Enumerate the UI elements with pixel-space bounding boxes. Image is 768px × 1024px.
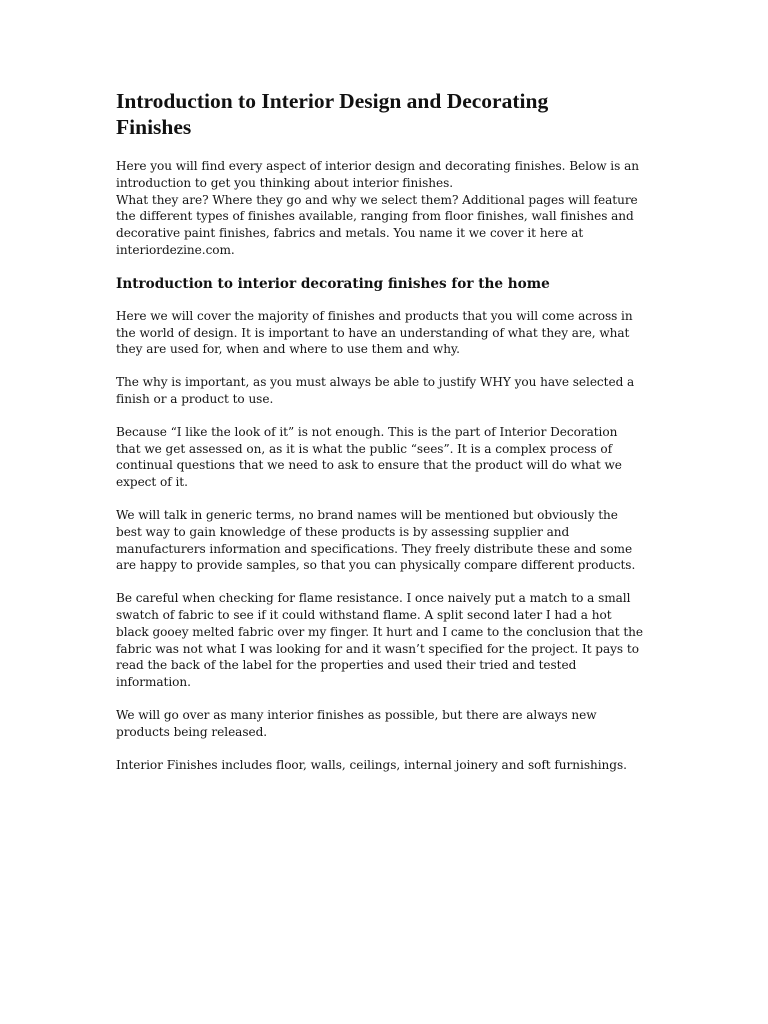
- paragraph-line: swatch of fabric to see if it could withstand flame. A split second later I had a hot: [116, 607, 612, 622]
- paragraph-line: expect of it.: [116, 475, 188, 490]
- paragraph-line: Because “I like the look of it” is not enough. This is the part of Interior Decoration: [116, 424, 618, 439]
- paragraph-line: We will go over as many interior finishes as possible, but there are always new: [116, 707, 597, 722]
- paragraph-line: Be careful when checking for flame resistance. I once naively put a match to a small: [116, 591, 631, 606]
- paragraph-line: they are used for, when and where to use them and why.: [116, 342, 460, 357]
- intro-line: the different types of finishes available, ranging from floor finishes, wall finishes and: [116, 209, 634, 224]
- paragraph-line: continual questions that we need to ask to ensure that the product will do what we: [116, 458, 622, 473]
- body-paragraph-3: [116, 424, 652, 491]
- body-paragraph-4: [116, 507, 652, 574]
- intro-line: decorative paint finishes, fabrics and metals. You name it we cover it here at: [116, 226, 584, 241]
- paragraph-line: The why is important, as you must always be able to justify WHY you have selected a: [116, 375, 635, 390]
- body-paragraph-2: [116, 374, 652, 408]
- intro-line: interiordezine.com.: [116, 242, 235, 257]
- paragraph-line: We will talk in generic terms, no brand names will be mentioned but obviously the: [116, 507, 618, 522]
- paragraph-line: Interior Finishes includes floor, walls, ceilings, internal joinery and soft furnishings.: [116, 757, 627, 772]
- intro-line: Here you will find every aspect of interior design and decorating finishes. Below is an: [116, 159, 639, 173]
- paragraph-line: best way to gain knowledge of these products is by assessing supplier and: [116, 524, 570, 539]
- intro-line: introduction to get you thinking about interior finishes.: [116, 175, 454, 190]
- paragraph-line: the world of design. It is important to have an understanding of what they are, what: [116, 325, 630, 340]
- intro-paragraph: [116, 158, 652, 259]
- paragraph-line: that we get assessed on, as it is what the public “sees”. It is a complex process of: [116, 441, 613, 456]
- paragraph-line: products being released.: [116, 724, 268, 739]
- document-page: [116, 88, 652, 789]
- body-paragraph-7: [116, 757, 652, 774]
- body-paragraph-1: [116, 308, 652, 358]
- paragraph-line: manufacturers information and specifications. They freely distribute these and some: [116, 541, 633, 556]
- body-paragraph-6: [116, 707, 652, 741]
- section-heading: Introduction to interior decorating finishes for the home: [116, 275, 550, 292]
- title-line: Introduction to Interior Design and Decorating: [116, 89, 549, 113]
- paragraph-line: are happy to provide samples, so that you can physically compare different products.: [116, 558, 636, 573]
- paragraph-line: Here we will cover the majority of finishes and products that you will come across in: [116, 308, 633, 323]
- title-line: Finishes: [116, 115, 192, 139]
- document-title: [116, 88, 652, 140]
- body-paragraph-5: [116, 590, 652, 691]
- paragraph-line: information.: [116, 675, 191, 690]
- intro-line: What they are? Where they go and why we select them? Additional pages will feature: [116, 192, 638, 207]
- paragraph-line: fabric was not what I was looking for and it wasn’t specified for the project. It pays to: [116, 641, 639, 656]
- paragraph-line: finish or a product to use.: [116, 391, 274, 406]
- paragraph-line: black gooey melted fabric over my finger. It hurt and I came to the conclusion that the: [116, 624, 644, 639]
- paragraph-line: read the back of the label for the properties and used their tried and tested: [116, 658, 577, 673]
